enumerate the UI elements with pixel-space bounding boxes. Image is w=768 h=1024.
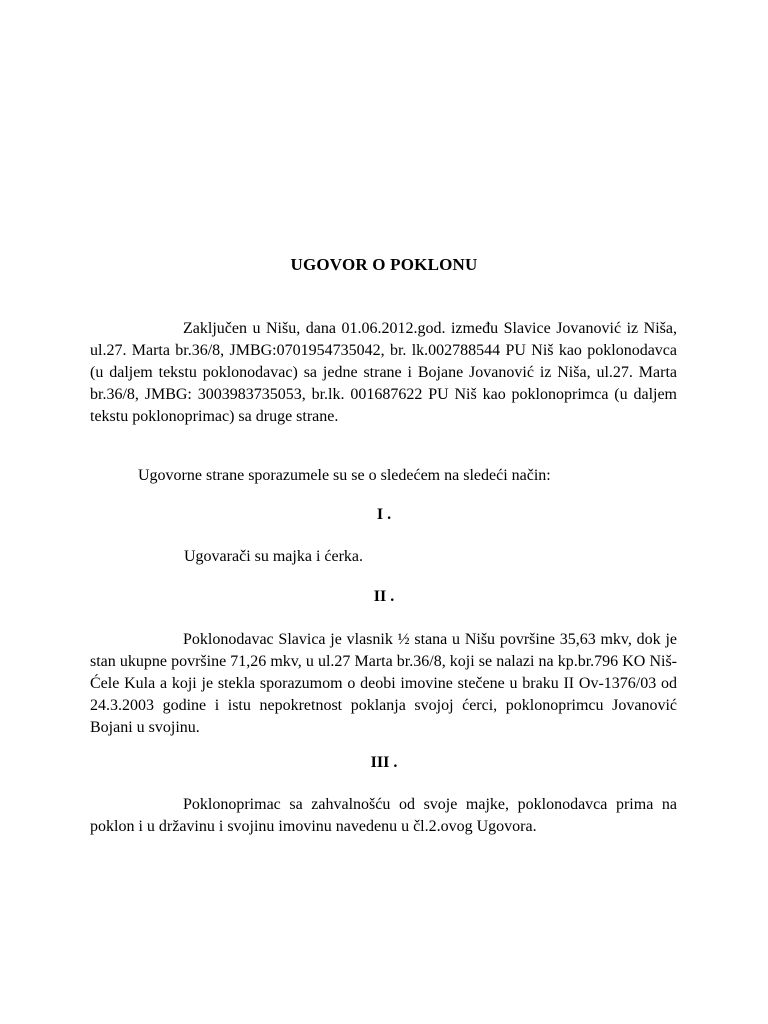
section-1-text: Ugovarači su majka i ćerka. bbox=[184, 548, 364, 565]
section-3-heading: III . bbox=[370, 754, 398, 771]
section-2-heading: II . bbox=[373, 588, 395, 605]
intro-paragraph: Zaključen u Nišu, dana 01.06.2012.god. između Slavice Jovanović iz Niša, ul.27. Marta br.36/8, JMBG:0701954735042, br. lk.002788544 PU Niš kao poklonodavca (u daljem tekstu poklonodavac) sa jedne strane i Bojane Jovanović iz Niša, ul.27. Marta br.36/8, JMBG: 3003983735053, br.lk. 001687622 PU Niš kao poklonoprimca (u daljem tekstu poklonoprimac) sa druge strane. bbox=[90, 320, 677, 425]
section-3-text: Poklonoprimac sa zahvalnošću od svoje majke, poklonodavca prima na poklon i u državinu i svojinu imovinu navedenu u čl.2.ovog Ugovora. bbox=[90, 796, 677, 835]
section-2-text: Poklonodavac Slavica je vlasnik ½ stana u Nišu površine 35,63 mkv, dok je stan ukupne površine 71,26 mkv, u ul.27 Marta br.36/8, koji se nalazi na kp.br.796 KO Niš-Ćele Kula a koji je stekla sporazumom o deobi imovine stečene u braku II Ov-1376/03 od 24.3.2003 godine i istu nepokretnost poklanja svojoj ćerci, poklonoprimcu Jovanović Bojani u svojinu. bbox=[90, 631, 677, 736]
agreement-line: Ugovorne strane sporazumele su se o sledećem na sledeći način: bbox=[138, 467, 551, 484]
document-title: UGOVOR O POKLONU bbox=[290, 255, 478, 274]
section-1-heading: I . bbox=[376, 506, 392, 523]
